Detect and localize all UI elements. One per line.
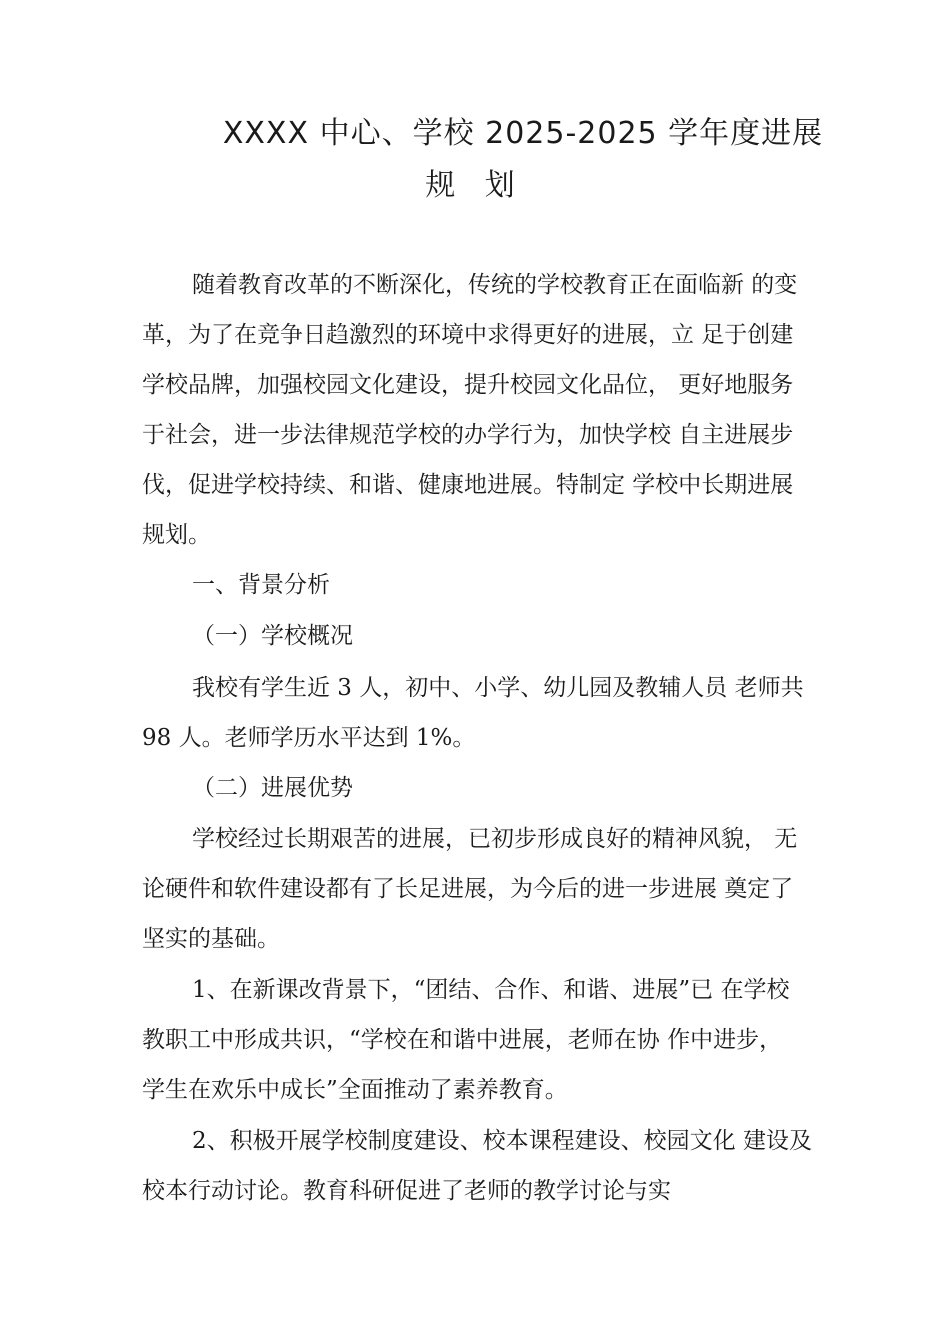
paragraph-advantages-line-3: 坚实的基础。	[142, 926, 280, 952]
paragraph-advantages-line-1: 学校经过长期艰苦的进展，已初步形成良好的精神风貌， 无	[192, 826, 798, 852]
list-item-1-line-1: 1、在新课改背景下，“团结、合作、和谐、进展”已 在学校	[192, 977, 790, 1003]
list-item-2-line-2: 校本行动讨论。教育科研促进了老师的教学讨论与实	[142, 1178, 671, 1204]
paragraph-intro-line-2: 革，为了在竞争日趋激烈的环境中求得更好的进展，立 足于创建	[142, 322, 794, 348]
document-title: XXXX 中心、学校 2025-2025 学年度进展	[222, 116, 824, 151]
paragraph-advantages-line-2: 论硬件和软件建设都有了长足进展，为今后的进一步进展 奠定了	[142, 876, 794, 902]
list-item-2-line-1: 2、积极开展学校制度建设、校本课程建设、校园文化 建设及	[192, 1128, 812, 1154]
paragraph-intro-line-5: 伐，促进学校持续、和谐、健康地进展。特制定 学校中长期进展	[142, 472, 794, 498]
paragraph-overview-line-1: 我校有学生近 3 人，初中、小学、幼儿园及教辅人员 老师共	[192, 675, 804, 701]
subsection-heading-overview: （一）学校概况	[192, 623, 353, 649]
document-title-continued: 规 划	[425, 168, 525, 203]
list-item-1-line-3: 学生在欢乐中成长”全面推动了素养教育。	[142, 1077, 568, 1103]
paragraph-intro-line-4: 于社会，进一步法律规范学校的办学行为，加快学校 自主进展步	[142, 422, 794, 448]
subsection-heading-advantages: （二）进展优势	[192, 775, 353, 801]
section-heading-background: 一、背景分析	[192, 572, 330, 598]
paragraph-overview-line-2: 98 人。老师学历水平达到 1%。	[142, 725, 476, 751]
paragraph-intro-line-6: 规划。	[142, 522, 211, 548]
paragraph-intro-line-3: 学校品牌，加强校园文化建设，提升校园文化品位， 更好地服务	[142, 372, 794, 398]
list-item-1-line-2: 教职工中形成共识，“学校在和谐中进展，老师在协 作中进步，	[142, 1027, 783, 1053]
paragraph-intro-line-1: 随着教育改革的不断深化，传统的学校教育正在面临新 的变	[192, 272, 798, 298]
